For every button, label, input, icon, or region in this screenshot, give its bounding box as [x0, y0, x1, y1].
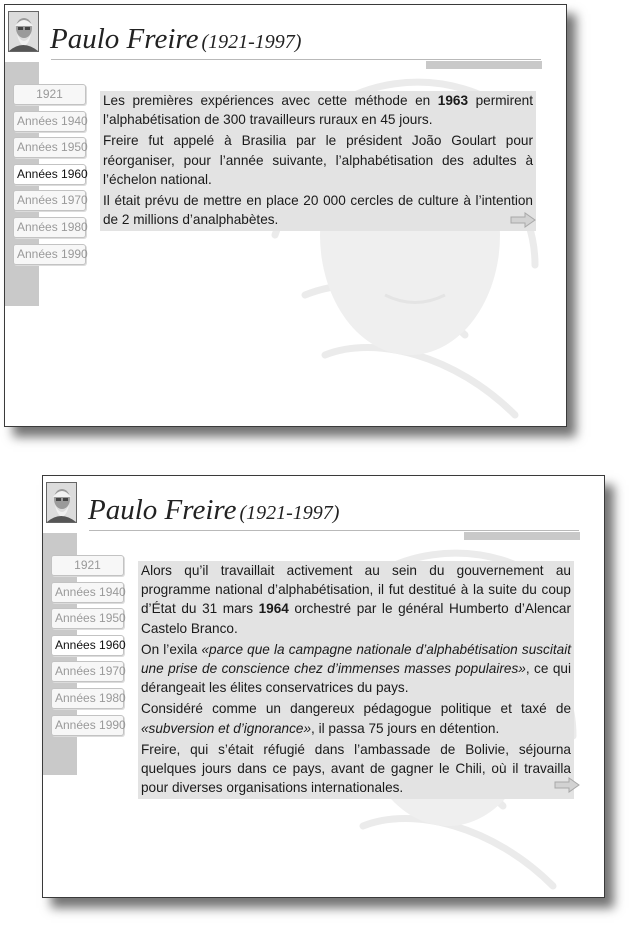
lifespan-years: (1921-1997) — [201, 31, 302, 53]
page-title: Paulo Freire (1921-1997) — [50, 23, 302, 55]
title-accent-bar — [464, 532, 580, 540]
nav-item-1960s-active[interactable]: Années 1960 — [13, 164, 86, 185]
title-accent-bar — [426, 61, 542, 69]
nav-item-1960s-active[interactable]: Années 1960 — [51, 635, 124, 656]
page-title: Paulo Freire (1921-1997) — [88, 494, 340, 526]
nav-item-1990s[interactable]: Années 1990 — [51, 715, 124, 736]
title-divider — [51, 59, 541, 60]
freire-portrait-thumbnail — [8, 11, 39, 52]
nav-item-1980s[interactable]: Années 1980 — [51, 688, 124, 709]
freire-portrait-thumbnail — [46, 482, 77, 523]
paragraph: Considéré comme un dangereux pédagogue politique et taxé de «subversion et d’ignorance», il passa 75 jours en détention. — [141, 701, 571, 736]
lifespan-years: (1921-1997) — [239, 502, 340, 524]
paragraph: On l’exila «parce que la campagne nationale d’alphabétisation suscitait une prise de conscience chez d’immenses masses populaires», ce qui dérangeait les élites conservatrices du pays. — [141, 641, 571, 696]
slide-window-1 — [4, 4, 567, 427]
timeline-nav — [51, 555, 124, 741]
nav-item-1921[interactable]: 1921 — [51, 555, 124, 576]
paragraph: Les premières expériences avec cette méthode en 1963 permirent l’alphabétisation de 300 travailleurs ruraux en 45 jours. — [103, 93, 533, 128]
nav-item-1970s[interactable]: Années 1970 — [51, 661, 124, 682]
paragraph: Freire fut appelé à Brasilia par le président João Goulart pour réorganiser, pour l’année suivante, l’alphabétisation des adultes à l’échelon national. — [103, 133, 533, 187]
slide-window-2 — [42, 475, 605, 898]
nav-item-1980s[interactable]: Années 1980 — [13, 217, 86, 238]
next-arrow-icon[interactable] — [510, 212, 536, 228]
title-divider — [89, 530, 579, 531]
paragraph: Alors qu’il travaillait activement au sein du gouvernement au programme national d’alphabétisation, il fut destitué à la suite du coup d’État du 31 mars 1964 orchestré par le général Humberto d’Alencar Castelo Branco. — [141, 563, 571, 636]
paragraph: Il était prévu de mettre en place 20 000 cercles de culture à l’intention de 2 millions d’analphabètes. — [103, 193, 533, 228]
nav-item-1940s[interactable]: Années 1940 — [51, 582, 124, 603]
content-text-panel — [100, 91, 536, 231]
paragraph: Freire, qui s’était réfugié dans l’ambassade de Bolivie, séjourna quelques jours dans ce pays, avant de gagner le Chili, où il travailla pour diverses organisations internationales. — [141, 741, 571, 796]
timeline-nav — [13, 84, 86, 270]
nav-item-1970s[interactable]: Années 1970 — [13, 190, 86, 211]
next-arrow-icon[interactable] — [554, 777, 580, 793]
nav-item-1940s[interactable]: Années 1940 — [13, 111, 86, 132]
nav-item-1950s[interactable]: Années 1950 — [13, 137, 86, 158]
content-text-panel — [138, 561, 574, 799]
nav-item-1990s[interactable]: Années 1990 — [13, 244, 86, 265]
nav-item-1950s[interactable]: Années 1950 — [51, 608, 124, 629]
nav-item-1921[interactable]: 1921 — [13, 84, 86, 105]
